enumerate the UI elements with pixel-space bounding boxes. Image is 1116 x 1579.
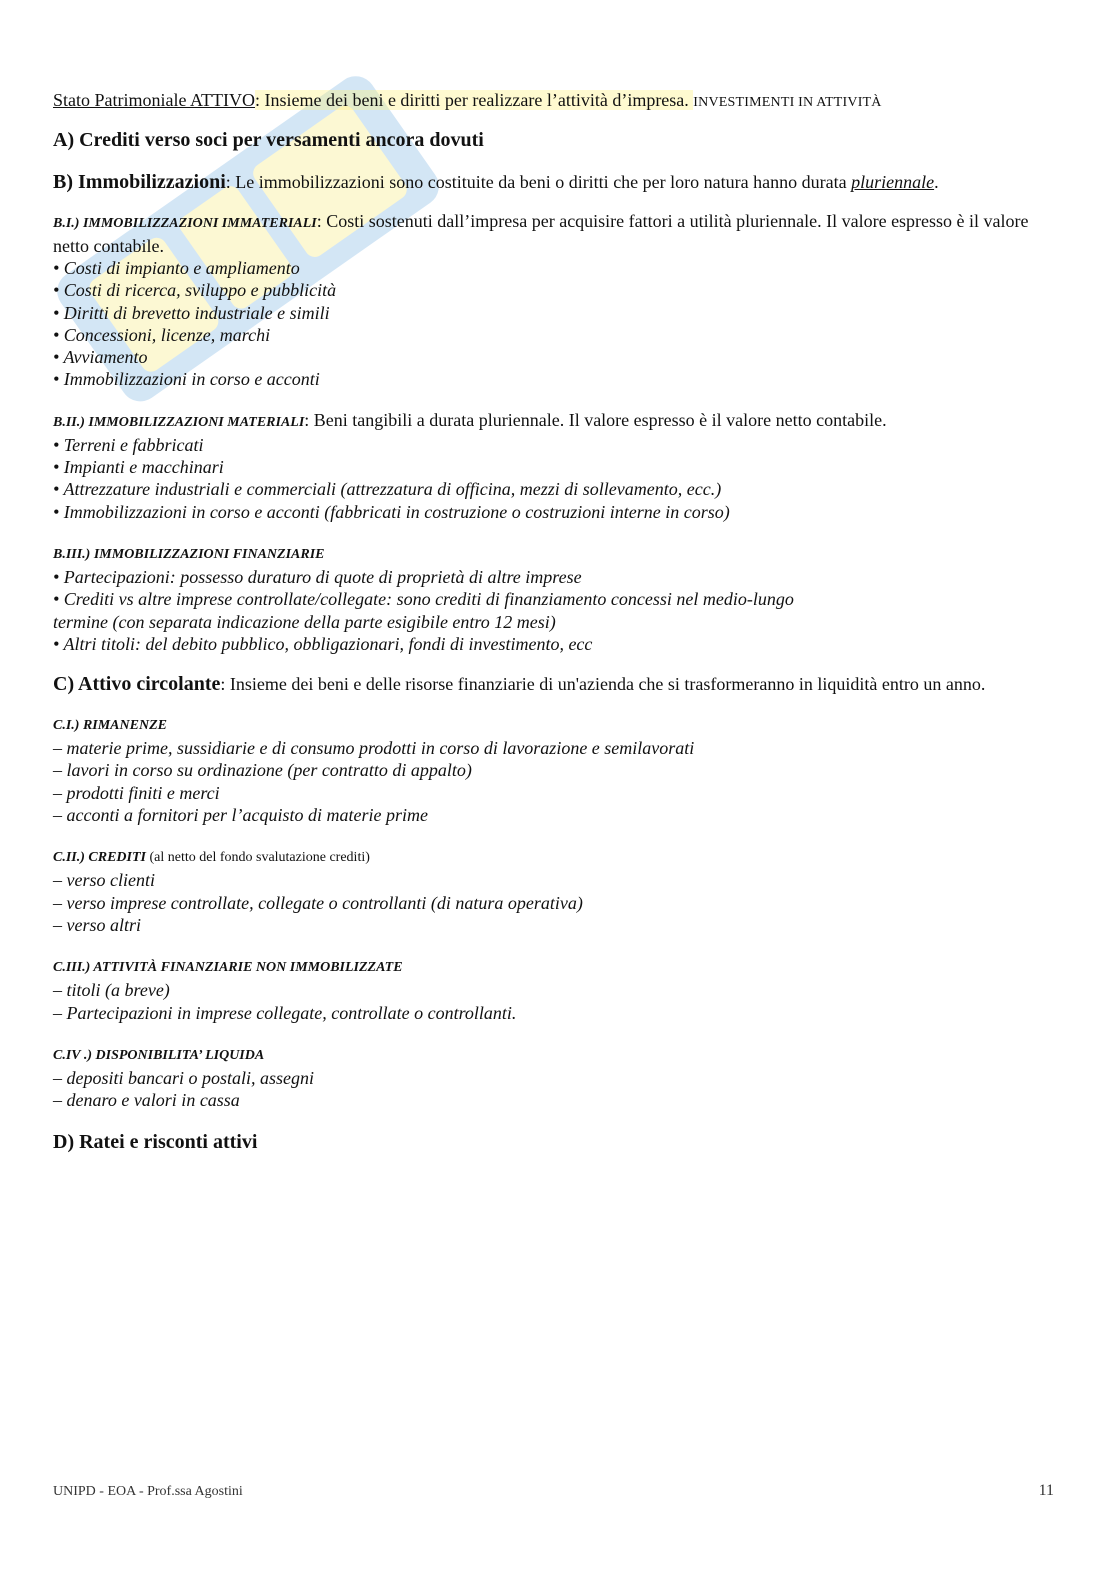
list-item: – verso clienti: [53, 870, 155, 891]
b3-heading-line: [53, 541, 1053, 566]
section-d-title: D) Ratei e risconti attivi: [53, 1131, 258, 1154]
c3-block: [53, 954, 1053, 1024]
b2-text: : Beni tangibili a durata pluriennale. Il valore espresso è il valore netto contabile.: [304, 409, 887, 430]
list-item: • Immobilizzazioni in corso e acconti: [53, 369, 320, 390]
list-item: • Attrezzature industriali e commerciali (attrezzatura di officina, mezzi di sollevamento, ecc.): [53, 479, 722, 500]
document-page: [53, 88, 1053, 1173]
b3-block: [53, 541, 1053, 655]
page-number: 11: [1038, 1482, 1054, 1499]
c1-heading: C.I.) RIMANENZE: [53, 718, 167, 734]
c1-list: [53, 737, 1053, 826]
section-b-emph: pluriennale: [851, 172, 935, 192]
list-item: – verso altri: [53, 914, 141, 935]
intro-label: Stato Patrimoniale ATTIVO: [53, 90, 255, 110]
c2-note: (al netto del fondo svalutazione crediti): [145, 850, 370, 866]
b1-heading-line: [53, 210, 1053, 257]
intro-line: [53, 88, 1053, 115]
list-item: – titoli (a breve): [53, 980, 170, 1001]
section-c-text: : Insieme dei beni e delle risorse finanziarie di un'azienda che si trasformeranno in liquidità entro un anno.: [220, 674, 986, 695]
section-b-text: : Le immobilizzazioni sono costituite da beni o diritti che per loro natura hanno durata: [225, 172, 852, 192]
list-item: – prodotti finiti e merci: [53, 782, 220, 803]
intro-tag: INVESTIMENTI IN ATTIVITÀ: [693, 95, 882, 110]
c2-heading-line: [53, 844, 1053, 869]
b3-heading: B.III.) IMMOBILIZZAZIONI FINANZIARIE: [53, 546, 325, 562]
c3-list: [53, 979, 1053, 1024]
list-item: • Costi di impianto e ampliamento: [53, 258, 300, 278]
section-b-paragraph: [53, 171, 1053, 194]
list-item: • Partecipazioni: possesso duraturo di quote di proprietà di altre imprese: [53, 566, 582, 587]
b1-list: [53, 257, 1053, 391]
intro-text: : Insieme dei beni e diritti per realizzare l’attività d’impresa.: [254, 90, 694, 110]
b2-list: [53, 434, 1053, 523]
c4-list: [53, 1067, 1053, 1112]
list-item: • Diritti di brevetto industriale e simili: [53, 302, 330, 323]
b2-heading-line: [53, 409, 1053, 434]
list-item: – Partecipazioni in imprese collegate, controllate o controllanti.: [53, 1002, 517, 1023]
c3-heading-line: [53, 954, 1053, 979]
b1-heading: B.I.) IMMOBILIZZAZIONI IMMATERIALI: [53, 216, 317, 231]
list-item: – acconti a fornitori per l’acquisto di materie prime: [53, 805, 428, 826]
b2-heading: B.II.) IMMOBILIZZAZIONI MATERIALI: [53, 414, 305, 430]
section-c-title: C) Attivo circolante: [53, 673, 221, 696]
section-b-title: B) Immobilizzazioni: [53, 171, 226, 193]
list-item: • Costi di ricerca, sviluppo e pubblicità: [53, 280, 337, 301]
c2-block: [53, 844, 1053, 936]
b1-block: [53, 210, 1053, 391]
list-item: • Terreni e fabbricati: [53, 434, 204, 455]
c2-heading: C.II.) CREDITI: [53, 850, 146, 866]
list-item: – materie prime, sussidiarie e di consumo prodotti in corso di lavorazione e semilavorati: [53, 738, 695, 759]
section-a-title: A) Crediti verso soci per versamenti ancora dovuti: [53, 129, 484, 151]
list-item: • Avviamento: [53, 347, 148, 368]
list-item: • Crediti vs altre imprese controllate/collegate: sono crediti di finanziamento concessi nel medio-lungo: [53, 589, 794, 610]
b2-block: [53, 409, 1053, 523]
list-item: • Concessioni, licenze, marchi: [53, 324, 271, 345]
c4-heading-line: [53, 1042, 1053, 1067]
list-item: – depositi bancari o postali, assegni: [53, 1067, 314, 1088]
c1-block: [53, 712, 1053, 826]
list-item: – verso imprese controllate, collegate o controllanti (di natura operativa): [53, 892, 583, 913]
c4-heading: C.IV .) DISPONIBILITA’ LIQUIDA: [53, 1047, 265, 1063]
list-item: • Altri titoli: del debito pubblico, obbligazionari, fondi di investimento, ecc: [53, 633, 593, 654]
b1-text: : Costi sostenuti dall’impresa per acquisire fattori a utilità pluriennale. Il valore espresso è il valore netto contabile.: [53, 211, 1029, 256]
section-c-paragraph: [53, 673, 1053, 696]
list-item: • Impianti e macchinari: [53, 457, 224, 478]
c3-heading: C.III.) ATTIVITÀ FINANZIARIE NON IMMOBILIZZATE: [53, 960, 403, 976]
b3-list: [53, 566, 1053, 655]
list-item: – lavori in corso su ordinazione (per contratto di appalto): [53, 760, 472, 781]
section-b-end: .: [934, 172, 939, 192]
c2-list: [53, 869, 1053, 936]
c1-heading-line: [53, 712, 1053, 737]
footer-source: UNIPD - EOA - Prof.ssa Agostini: [53, 1484, 243, 1499]
list-item: • Immobilizzazioni in corso e acconti (fabbricati in costruzione o costruzioni interne in corso): [53, 501, 730, 522]
c4-block: [53, 1042, 1053, 1112]
list-item: termine (con separata indicazione della parte esigibile entro 12 mesi): [53, 611, 556, 632]
list-item: – denaro e valori in cassa: [53, 1090, 240, 1111]
